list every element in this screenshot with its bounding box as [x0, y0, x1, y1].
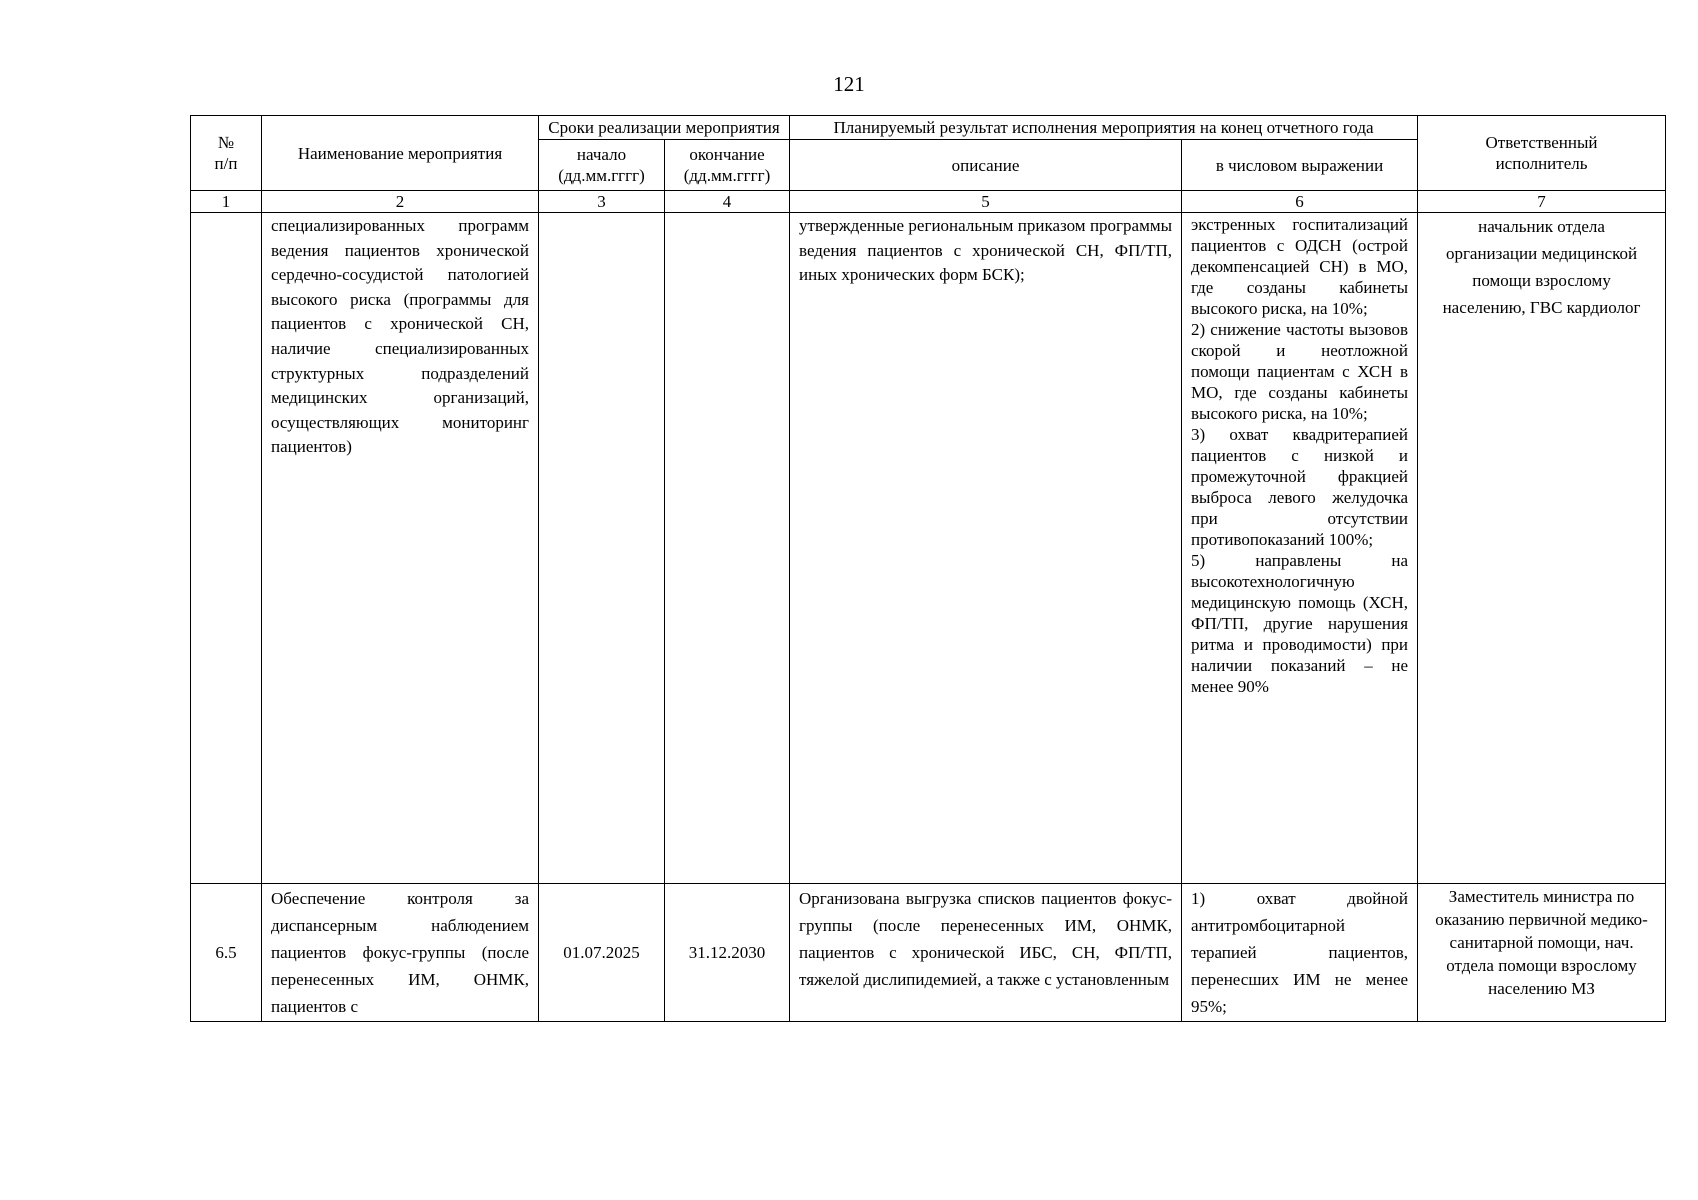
row-numeric: экстренных госпитализаций пациентов с ОДСН (острой декомпенсацией СН) в МО, где созданы кабинеты высокого риска, на 10%; 2) снижение частоты вызовов скорой и неотложной помощи пациентам с ХСН в МО, где созданы кабинеты высокого риска, на 10%; 3) охват квадритерапией пациентов с низкой и промежуточной фракцией выброса левого желудочка при отсутствии противопоказаний 100%; 5) направлены на высокотехнологичную медицинскую помощь (ХСН, ФП/ТП, другие нарушения ритма и проводимости) при наличии показаний – не менее 90%	[1182, 213, 1418, 884]
row-name: Обеспечение контроля за диспансерным наблюдением пациентов фокус-группы (после перенесенных ИМ, ОНМК, пациентов с	[262, 884, 539, 1022]
header-num: № п/п	[191, 116, 262, 191]
row-end: 31.12.2030	[665, 884, 790, 1022]
column-number: 1	[191, 191, 262, 213]
column-number: 3	[539, 191, 665, 213]
header-row-1	[191, 116, 1666, 140]
row-responsible: начальник отдела организации медицинской помощи взрослому населению, ГВС кардиолог	[1418, 213, 1666, 884]
row-responsible: Заместитель министра по оказанию первичной медико-санитарной помощи, нач. отдела помощи взрослому населению МЗ	[1418, 884, 1666, 1022]
column-number: 4	[665, 191, 790, 213]
row-end	[665, 213, 790, 884]
row-start: 01.07.2025	[539, 884, 665, 1022]
action-plan-table	[190, 115, 1666, 1022]
row-numeric: 1) охват двойной антитромбоцитарной терапией пациентов, перенесших ИМ не менее 95%;	[1182, 884, 1418, 1022]
column-number: 7	[1418, 191, 1666, 213]
row-name: специализированных программ ведения пациентов хронической сердечно-сосудистой патологией высокого риска (программы для пациентов с хронической СН, наличие специализированных структурных подразделений медицинских организаций, осуществляющих мониторинг пациентов)	[262, 213, 539, 884]
header-end: окончание (дд.мм.гггг)	[665, 140, 790, 191]
table-row	[191, 884, 1666, 1022]
header-terms: Сроки реализации мероприятия	[539, 116, 790, 140]
header-name: Наименование мероприятия	[262, 116, 539, 191]
row-description: Организована выгрузка списков пациентов фокус-группы (после перенесенных ИМ, ОНМК, пациентов с хронической ИБС, СН, ФП/ТП, тяжелой дислипидемией, а также с установленным	[790, 884, 1182, 1022]
row-num: 6.5	[191, 884, 262, 1022]
header-responsible: Ответственный исполнитель	[1418, 116, 1666, 191]
column-number: 6	[1182, 191, 1418, 213]
row-start	[539, 213, 665, 884]
column-number: 2	[262, 191, 539, 213]
header-description: описание	[790, 140, 1182, 191]
row-num	[191, 213, 262, 884]
header-numeric: в числовом выражении	[1182, 140, 1418, 191]
row-description: утвержденные региональным приказом программы ведения пациентов с хронической СН, ФП/ТП, иных хронических форм БСК);	[790, 213, 1182, 884]
page-number: 121	[833, 72, 865, 96]
column-number: 5	[790, 191, 1182, 213]
column-numbers-row	[191, 191, 1666, 213]
header-start: начало (дд.мм.гггг)	[539, 140, 665, 191]
header-result: Планируемый результат исполнения мероприятия на конец отчетного года	[790, 116, 1418, 140]
table-row	[191, 213, 1666, 884]
